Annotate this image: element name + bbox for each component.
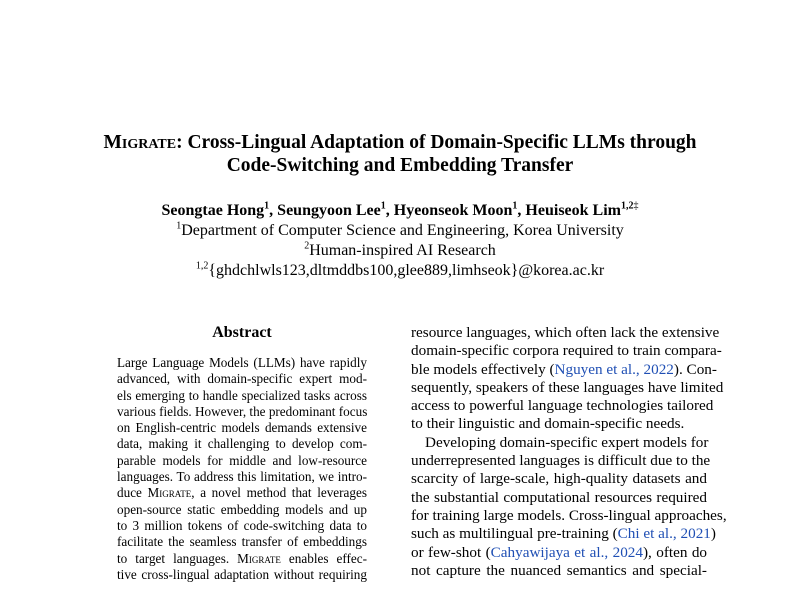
body-text-run: or few-shot ( [411,543,491,561]
author-name: Seungyoon Lee [277,202,381,219]
affiliation-2 [40,241,760,261]
body-text-run: ), often do [642,543,708,561]
body-line [411,562,707,580]
affiliation-text: Human-inspired AI Research [309,242,496,259]
body-line [411,360,717,379]
abstract-line [117,404,367,420]
left-column [117,323,367,583]
body-line [411,525,716,543]
abstract-body [117,355,367,583]
abstract-text: on English-centric models demands extensive [117,420,367,436]
author-separator: , [385,202,394,219]
author-3 [394,202,518,219]
body-text-run: ble models effectively ( [411,360,555,378]
body-text-run: scarcity of large-scale, high-quality datasets and [411,470,707,488]
method-name: Migrate [147,485,192,501]
abstract-line [117,567,367,583]
body-line [411,434,707,452]
body-text-run: Developing domain-specific expert models for [425,433,709,451]
body-text-run: to their linguistic and domain-specific needs. [411,415,685,433]
body-line [411,415,707,433]
body-text [411,324,727,580]
abstract-line [117,551,367,567]
body-line [411,397,714,415]
abstract-line [117,420,367,436]
abstract-line [117,355,367,371]
abstract-text: advanced, with domain-specific expert mod- [117,371,367,387]
abstract-line [117,502,367,518]
body-line [411,324,720,342]
body-text-run: the substantial computational resources required [411,488,707,506]
body-line [411,470,707,488]
citation-link[interactable]: Cahyawijaya et al., 2024 [490,543,643,561]
affiliation-1 [40,221,760,241]
author-1 [162,202,270,219]
citation-link[interactable]: Nguyen et al., 2022 [554,360,674,378]
body-text-run: sequently, speakers of these languages have limited [411,378,724,396]
abstract-text: facilitate the seamless transfer of embeddings [117,534,367,550]
body-text-run: underrepresented languages is difficult due to the [411,452,711,470]
abstract-text: , a novel method that leverages [191,485,367,501]
affiliation-text: {ghdchlwls123,dltmddbs100,glee889,limhseok}@korea.ac.kr [208,262,605,279]
abstract-text: parable models for middle and low-resource [117,452,367,468]
abstract-text: tive cross-lingual adaptation without requiring [117,566,367,582]
body-text-run: ) [710,525,716,543]
body-line [411,489,707,507]
abstract-text: duce [117,485,148,501]
affiliations [40,221,760,281]
author-name: Hyeonseok Moon [393,202,513,219]
author-separator: , [517,202,526,219]
affiliation-mark: 1,2 [195,260,209,272]
body-text-run: such as multilingual pre-training ( [411,525,618,543]
abstract-text: open-source static embedding models and up [117,501,367,517]
abstract-line [117,485,367,501]
author-name: Heuiseok Lim [525,202,621,219]
author-separator: , [269,202,278,219]
body-text-run: resource languages, which often lack the extensive [411,324,720,341]
abstract-line [117,436,367,452]
method-name: Migrate [237,550,281,566]
method-name: Migrate [103,132,177,153]
abstract-text: to target languages. [117,550,238,566]
abstract-text: various fields. However, the predominant focus [117,403,368,419]
paper-title [40,131,760,177]
body-line [411,544,707,562]
title-line-2: Code-Switching and Embedding Transfer [226,155,574,176]
author-2 [277,202,386,219]
body-line [411,342,722,360]
abstract-text: els emerging to handle specialized tasks across [117,387,367,403]
abstract-line [117,534,367,550]
body-text-run: domain-specific corpora required to train compara- [411,342,722,360]
citation-link[interactable]: Chi et al., 2021 [617,525,711,543]
abstract-line [117,469,367,485]
abstract-line [117,518,367,534]
author-affil-mark: 1 [512,200,518,212]
body-text-run: not capture the nuanced semantics and special- [411,561,707,579]
abstract-line [117,371,367,387]
body-text-run: for training large models. Cross-lingual approaches, [411,506,727,524]
title-line-1 [40,131,760,154]
body-line [411,452,711,470]
author-names [40,201,760,221]
author-affil-mark: 1 [264,200,270,212]
body-text-run: access to powerful language technologies tailored [411,397,714,415]
abstract-text: languages. To address this limitation, we intro- [117,469,367,485]
title-line-1-rest: : Cross-Lingual Adaptation of Domain-Specific LLMs through [176,132,697,153]
dagger-mark: ‡ [633,200,639,212]
abstract-text: Large Language Models (LLMs) have rapidly [117,355,367,370]
author-affil-mark: 1,2‡ [620,200,639,212]
abstract-text: enables effec- [280,550,367,566]
abstract-text: to 3 million tokens of code-switching data to [117,517,367,533]
abstract-line [117,453,367,469]
author-affil-mark: 1 [380,200,386,212]
affiliation-mark: 2 [304,240,310,252]
author-name: Seongtae Hong [161,202,265,219]
abstract-text: data, making it challenging to develop com- [117,436,367,452]
body-line [411,378,724,397]
affiliation-mark: 1 [176,220,182,232]
body-text-run: ). Con- [673,360,717,378]
affiliation-text: Department of Computer Science and Engineering, Korea University [181,222,624,239]
abstract-heading: Abstract [212,324,272,341]
author-4 [525,202,638,219]
right-column [411,324,727,580]
affiliation-3 [40,261,760,281]
abstract-line [117,388,367,404]
body-line [411,506,727,525]
author-block [40,201,760,281]
